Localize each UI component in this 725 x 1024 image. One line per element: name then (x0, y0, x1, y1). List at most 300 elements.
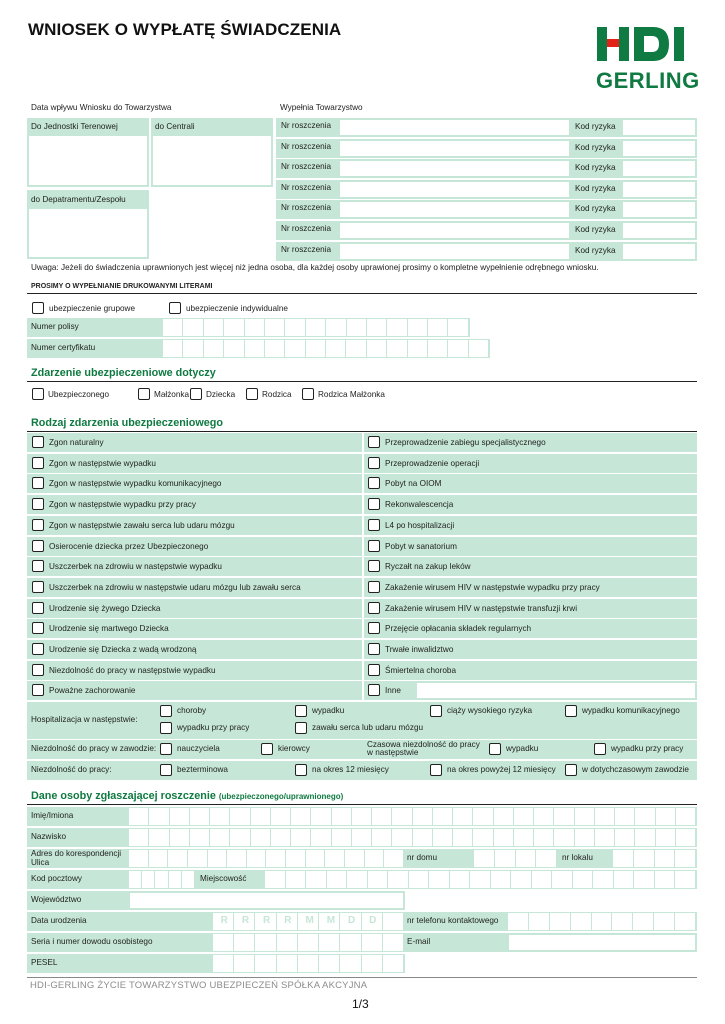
char-cell[interactable] (495, 850, 516, 867)
email-label: E-mail (407, 937, 431, 946)
temp-work-accident-checkbox[interactable] (594, 743, 606, 755)
char-cell[interactable] (204, 319, 224, 336)
id-input[interactable] (213, 934, 404, 951)
individual-insurance-label: ubezpieczenie indywidualne (186, 304, 288, 313)
event-label: Śmiertelna choroba (385, 665, 456, 675)
char-cell[interactable] (612, 913, 633, 930)
other-event-input[interactable] (416, 682, 696, 699)
char-cell[interactable] (593, 871, 614, 888)
char-cell[interactable] (170, 808, 190, 825)
char-cell[interactable] (470, 871, 491, 888)
char-cell[interactable] (311, 808, 331, 825)
char-cell[interactable] (383, 934, 404, 951)
char-cell[interactable] (429, 871, 450, 888)
char-cell[interactable] (365, 850, 385, 867)
char-cell[interactable] (675, 871, 696, 888)
hosp-label: Hospitalizacja w następstwie: (31, 715, 138, 724)
char-cell[interactable] (514, 808, 534, 825)
char-cell[interactable] (453, 808, 473, 825)
event-label: Zgon w następstwie wypadku (49, 458, 156, 468)
char-cell[interactable] (635, 808, 655, 825)
event-checkbox[interactable] (32, 436, 44, 448)
concerns-checkbox[interactable] (246, 388, 258, 400)
char-cell[interactable] (319, 955, 340, 972)
event-label: Zgon naturalny (49, 438, 104, 447)
claim-number-label: Nr roszczenia (281, 244, 332, 254)
hospitalisation-option-label: wypadku przy pracy (177, 723, 250, 732)
char-cell[interactable] (635, 829, 655, 846)
driver-checkbox[interactable] (261, 743, 273, 755)
event-checkbox[interactable] (368, 519, 380, 531)
char-cell[interactable] (326, 340, 346, 357)
hospitalisation-checkbox[interactable] (160, 705, 172, 717)
char-cell[interactable] (291, 808, 311, 825)
char-cell[interactable] (654, 913, 675, 930)
event-checkbox[interactable] (32, 664, 44, 676)
char-cell[interactable] (552, 871, 573, 888)
char-cell[interactable] (575, 829, 595, 846)
hospitalisation-option-label: wypadku komunikacyjnego (582, 706, 680, 715)
char-cell[interactable] (183, 340, 203, 357)
claim-number-label: Nr roszczenia (281, 224, 332, 233)
unit-input[interactable] (28, 135, 148, 186)
concerns-option-label: Ubezpieczonego (48, 390, 109, 399)
char-cell[interactable] (255, 955, 276, 972)
event-label: Zakażenie wirusem HIV w następstwie wypadku przy pracy (385, 582, 600, 592)
hospitalisation-checkbox[interactable] (160, 722, 172, 734)
char-cell[interactable] (592, 913, 613, 930)
char-cell[interactable] (346, 340, 366, 357)
event-checkbox[interactable] (32, 622, 44, 634)
event-checkbox[interactable] (368, 560, 380, 572)
char-cell[interactable] (554, 829, 574, 846)
email-input[interactable] (508, 934, 696, 951)
risk-code-label: Kod ryzyka (575, 183, 616, 193)
char-cell[interactable] (169, 871, 182, 888)
page-title: WNIOSEK O WYPŁATĘ ŚWIADCZENIA (28, 20, 342, 39)
char-cell[interactable] (230, 808, 250, 825)
char-cell[interactable] (469, 340, 489, 357)
char-cell[interactable] (595, 808, 615, 825)
char-cell[interactable] (306, 850, 326, 867)
char-cell[interactable] (163, 319, 183, 336)
char-cell[interactable] (372, 829, 392, 846)
hospitalisation-checkbox[interactable] (295, 705, 307, 717)
char-cell[interactable] (190, 829, 210, 846)
char-cell[interactable] (266, 850, 286, 867)
char-cell[interactable] (234, 934, 255, 951)
id-label: Seria i numer dowodu osobistego (31, 937, 153, 946)
char-cell[interactable] (129, 808, 149, 825)
event-checkbox[interactable] (368, 643, 380, 655)
claim-number-input[interactable] (339, 160, 570, 177)
char-cell[interactable] (448, 319, 468, 336)
dob-format-hint: R (241, 915, 250, 926)
event-label: Inne (385, 686, 401, 696)
char-cell[interactable] (251, 829, 271, 846)
temp-inability-label-1: Czasowa niezdolność do pracy (367, 740, 480, 749)
char-cell[interactable] (383, 955, 404, 972)
hospitalisation-checkbox[interactable] (430, 705, 442, 717)
char-cell[interactable] (245, 319, 265, 336)
inability-checkbox[interactable] (565, 764, 577, 776)
claim-number-input[interactable] (339, 222, 570, 239)
char-cell[interactable] (265, 340, 285, 357)
event-checkbox[interactable] (32, 519, 44, 531)
event-checkbox[interactable] (368, 436, 380, 448)
dob-format-hint: R (284, 915, 292, 926)
inability-option-label: na okres powyżej 12 miesięcy (447, 765, 556, 774)
char-cell[interactable] (392, 829, 412, 846)
hospitalisation-option-label: ciąży wysokiego ryzyka (447, 706, 533, 715)
char-cell[interactable] (155, 871, 168, 888)
char-cell[interactable] (534, 829, 554, 846)
char-cell[interactable] (508, 913, 529, 930)
char-cell[interactable] (210, 808, 230, 825)
char-cell[interactable] (474, 850, 495, 867)
inability-option-label: w dotychczasowym zawodzie (582, 765, 689, 774)
char-cell[interactable] (514, 829, 534, 846)
concerns-checkbox[interactable] (302, 388, 314, 400)
risk-code-input[interactable] (622, 201, 696, 218)
footer-company: HDI-GERLING ŻYCIE TOWARZYSTWO UBEZPIECZEŃ SPÓŁKA AKCYJNA (30, 980, 368, 991)
char-cell[interactable] (453, 829, 473, 846)
house-number-label: nr domu (407, 853, 438, 862)
event-checkbox[interactable] (32, 581, 44, 593)
risk-code-label: Kod ryzyka (575, 142, 616, 152)
char-cell[interactable] (491, 871, 512, 888)
char-cell[interactable] (655, 871, 676, 888)
flat-number-input[interactable] (613, 850, 696, 867)
temp-accident-checkbox[interactable] (489, 743, 501, 755)
flat-number-label: nr lokalu (562, 853, 593, 862)
char-cell[interactable] (473, 808, 493, 825)
char-cell[interactable] (675, 850, 696, 867)
event-checkbox[interactable] (32, 498, 44, 510)
char-cell[interactable] (450, 871, 471, 888)
char-cell[interactable] (511, 871, 532, 888)
dob-format-hint: R (220, 915, 228, 926)
inability-checkbox[interactable] (295, 764, 307, 776)
event-checkbox[interactable] (368, 498, 380, 510)
concerns-option-label: Małżonka (154, 390, 190, 399)
event-checkbox[interactable] (368, 664, 380, 676)
char-cell[interactable] (277, 955, 298, 972)
dob-format-hint: D (369, 915, 377, 926)
surname-input[interactable] (129, 829, 696, 846)
char-cell[interactable] (230, 829, 250, 846)
char-cell[interactable] (413, 829, 433, 846)
char-cell[interactable] (387, 340, 407, 357)
char-cell[interactable] (227, 850, 247, 867)
phone-input[interactable] (508, 913, 696, 930)
char-cell[interactable] (224, 319, 244, 336)
char-cell[interactable] (656, 829, 676, 846)
risk-code-input[interactable] (622, 243, 696, 260)
event-checkbox[interactable] (368, 602, 380, 614)
char-cell[interactable] (340, 955, 361, 972)
event-checkbox[interactable] (32, 457, 44, 469)
char-cell[interactable] (615, 829, 635, 846)
event-checkbox[interactable] (368, 684, 380, 696)
hospitalisation-option-label: zawału serca lub udaru mózgu (312, 723, 424, 732)
char-cell[interactable] (142, 871, 155, 888)
char-cell[interactable] (352, 829, 372, 846)
char-cell[interactable] (408, 340, 428, 357)
char-cell[interactable] (362, 934, 383, 951)
event-checkbox[interactable] (32, 477, 44, 489)
char-cell[interactable] (251, 808, 271, 825)
char-cell[interactable] (676, 829, 696, 846)
char-cell[interactable] (433, 829, 453, 846)
hospitalisation-checkbox[interactable] (295, 722, 307, 734)
char-cell[interactable] (634, 850, 655, 867)
char-cell[interactable] (149, 850, 169, 867)
char-cell[interactable] (319, 934, 340, 951)
char-cell[interactable] (428, 340, 448, 357)
char-cell[interactable] (149, 829, 169, 846)
char-cell[interactable] (367, 319, 387, 336)
event-label: Zgon w następstwie wypadku przy pracy (49, 500, 196, 510)
char-cell[interactable] (170, 829, 190, 846)
date-received-label: Data wpływu Wniosku do Towarzystwa (31, 103, 172, 112)
temp-accident-label: wypadku (506, 744, 539, 753)
policy-input[interactable] (163, 319, 469, 336)
char-cell[interactable] (204, 340, 224, 357)
char-cell[interactable] (286, 850, 306, 867)
char-cell[interactable] (234, 955, 255, 972)
char-cell[interactable] (255, 934, 276, 951)
char-cell[interactable] (291, 829, 311, 846)
event-checkbox[interactable] (368, 540, 380, 552)
char-cell[interactable] (182, 871, 195, 888)
char-cell[interactable] (516, 850, 537, 867)
char-cell[interactable] (306, 340, 326, 357)
char-cell[interactable] (550, 913, 571, 930)
central-label: do Centrali (155, 122, 195, 131)
char-cell[interactable] (163, 340, 183, 357)
char-cell[interactable] (247, 850, 267, 867)
char-cell[interactable] (285, 319, 305, 336)
char-cell[interactable] (633, 913, 654, 930)
char-cell[interactable] (347, 871, 368, 888)
city-input[interactable] (265, 871, 696, 888)
char-cell[interactable] (224, 340, 244, 357)
char-cell[interactable] (306, 871, 327, 888)
char-cell[interactable] (383, 913, 404, 930)
city-label: Miejscowość (200, 874, 247, 883)
event-checkbox[interactable] (32, 560, 44, 572)
hospitalisation-checkbox[interactable] (565, 705, 577, 717)
char-cell[interactable] (571, 913, 592, 930)
char-cell[interactable] (408, 319, 428, 336)
event-label: Pobyt w sanatorium (385, 541, 457, 551)
dept-box (27, 190, 149, 259)
phone-label: nr telefonu kontaktowego (407, 916, 499, 925)
char-cell[interactable] (656, 808, 676, 825)
char-cell[interactable] (326, 319, 346, 336)
char-cell[interactable] (129, 850, 149, 867)
char-cell[interactable] (245, 340, 265, 357)
claim-number-input[interactable] (339, 140, 570, 157)
claim-number-input[interactable] (339, 243, 570, 260)
char-cell[interactable] (433, 808, 453, 825)
inability-checkbox[interactable] (430, 764, 442, 776)
char-cell[interactable] (494, 829, 514, 846)
char-cell[interactable] (347, 319, 367, 336)
char-cell[interactable] (210, 829, 230, 846)
char-cell[interactable] (208, 850, 228, 867)
char-cell[interactable] (265, 871, 286, 888)
region-input[interactable] (129, 892, 404, 909)
char-cell[interactable] (634, 871, 655, 888)
char-cell[interactable] (129, 829, 149, 846)
char-cell[interactable] (327, 871, 348, 888)
event-checkbox[interactable] (32, 684, 44, 696)
char-cell[interactable] (676, 808, 696, 825)
event-checkbox[interactable] (32, 540, 44, 552)
char-cell[interactable] (362, 955, 383, 972)
char-cell[interactable] (675, 913, 696, 930)
char-cell[interactable] (392, 808, 412, 825)
event-label: Urodzenie się Dziecka z wadą wrodzoną (49, 645, 197, 654)
char-cell[interactable] (340, 934, 361, 951)
concerns-checkbox[interactable] (32, 388, 44, 400)
char-cell[interactable] (473, 829, 493, 846)
inability-checkbox[interactable] (160, 764, 172, 776)
char-cell[interactable] (286, 871, 307, 888)
char-cell[interactable] (298, 955, 319, 972)
concerns-checkbox[interactable] (190, 388, 202, 400)
char-cell[interactable] (271, 829, 291, 846)
char-cell[interactable] (298, 934, 319, 951)
char-cell[interactable] (332, 829, 352, 846)
concerns-checkbox[interactable] (138, 388, 150, 400)
char-cell[interactable] (325, 850, 345, 867)
claim-number-input[interactable] (339, 201, 570, 218)
cert-label: Numer certyfikatu (31, 343, 96, 352)
char-cell[interactable] (595, 829, 615, 846)
event-checkbox[interactable] (32, 643, 44, 655)
event-checkbox[interactable] (368, 581, 380, 593)
char-cell[interactable] (448, 340, 468, 357)
char-cell[interactable] (345, 850, 365, 867)
char-cell[interactable] (368, 871, 389, 888)
char-cell[interactable] (277, 934, 298, 951)
claim-number-input[interactable] (339, 181, 570, 198)
event-checkbox[interactable] (32, 602, 44, 614)
event-label: Uszczerbek na zdrowiu w następstwie udaru mózgu lub zawału serca (49, 582, 301, 592)
char-cell[interactable] (534, 808, 554, 825)
risk-code-input[interactable] (622, 181, 696, 198)
risk-code-input[interactable] (622, 119, 696, 136)
char-cell[interactable] (573, 871, 594, 888)
char-cell[interactable] (311, 829, 331, 846)
event-label: Przejęcie opłacania składek regularnych (385, 624, 532, 634)
event-label: Rekonwalescencja (385, 500, 454, 510)
temp-work-accident-label: wypadku przy pracy (611, 744, 684, 753)
char-cell[interactable] (183, 319, 203, 336)
char-cell[interactable] (213, 934, 234, 951)
concerns-option-label: Rodzica (262, 390, 292, 399)
char-cell[interactable] (494, 808, 514, 825)
risk-code-label: Kod ryzyka (575, 204, 616, 214)
event-label: Zakażenie wirusem HIV w następstwie transfuzji krwi (385, 603, 578, 613)
char-cell[interactable] (149, 808, 169, 825)
house-number-input[interactable] (474, 850, 557, 867)
char-cell[interactable] (271, 808, 291, 825)
char-cell[interactable] (190, 808, 210, 825)
event-checkbox[interactable] (368, 622, 380, 634)
char-cell[interactable] (554, 808, 574, 825)
char-cell[interactable] (409, 871, 430, 888)
street-input[interactable] (129, 850, 404, 867)
char-cell[interactable] (188, 850, 208, 867)
char-cell[interactable] (213, 955, 234, 972)
zip-input[interactable] (129, 871, 195, 888)
char-cell[interactable] (372, 808, 392, 825)
char-cell[interactable] (129, 871, 142, 888)
claim-number-label: Nr roszczenia (281, 203, 332, 213)
event-checkbox[interactable] (368, 457, 380, 469)
individual-insurance-checkbox[interactable] (169, 302, 181, 314)
char-cell[interactable] (655, 850, 676, 867)
char-cell[interactable] (367, 340, 387, 357)
char-cell[interactable] (615, 808, 635, 825)
note-text: Uwaga: Jeżeli do świadczenia uprawnionych jest więcej niż jedna osoba, dla każdej osoby uprawionej prosimy o kompletne wypełnienie odrębnego wniosku. (31, 263, 599, 272)
hospitalisation-option-label: wypadku (312, 706, 345, 715)
char-cell[interactable] (384, 850, 404, 867)
name-input[interactable] (129, 808, 696, 825)
char-cell[interactable] (532, 871, 553, 888)
char-cell[interactable] (285, 340, 305, 357)
risk-code-label: Kod ryzyka (575, 122, 616, 131)
risk-code-input[interactable] (622, 160, 696, 177)
hdi-gerling-logo (597, 24, 698, 96)
dept-input[interactable] (28, 208, 148, 258)
risk-code-input[interactable] (622, 140, 696, 157)
char-cell[interactable] (536, 850, 557, 867)
person-heading (31, 790, 343, 802)
page-number: 1/3 (352, 997, 369, 1011)
char-cell[interactable] (614, 871, 635, 888)
inability-option-label: na okres 12 miesięcy (312, 765, 389, 774)
event-checkbox[interactable] (368, 477, 380, 489)
central-input[interactable] (152, 135, 272, 186)
claim-number-input[interactable] (339, 119, 570, 136)
char-cell[interactable] (428, 319, 448, 336)
group-insurance-checkbox[interactable] (32, 302, 44, 314)
risk-code-input[interactable] (622, 222, 696, 239)
char-cell[interactable] (388, 871, 409, 888)
char-cell[interactable] (332, 808, 352, 825)
char-cell[interactable] (387, 319, 407, 336)
char-cell[interactable] (168, 850, 188, 867)
char-cell[interactable] (413, 808, 433, 825)
char-cell[interactable] (265, 319, 285, 336)
char-cell[interactable] (613, 850, 634, 867)
unit-box (27, 118, 149, 187)
teacher-checkbox[interactable] (160, 743, 172, 755)
char-cell[interactable] (575, 808, 595, 825)
char-cell[interactable] (306, 319, 326, 336)
address-label: Adres do korespondencji (31, 849, 122, 858)
cert-input[interactable] (163, 340, 489, 357)
pesel-input[interactable] (213, 955, 404, 972)
char-cell[interactable] (529, 913, 550, 930)
char-cell[interactable] (352, 808, 372, 825)
event-label: L4 po hospitalizacji (385, 520, 455, 530)
